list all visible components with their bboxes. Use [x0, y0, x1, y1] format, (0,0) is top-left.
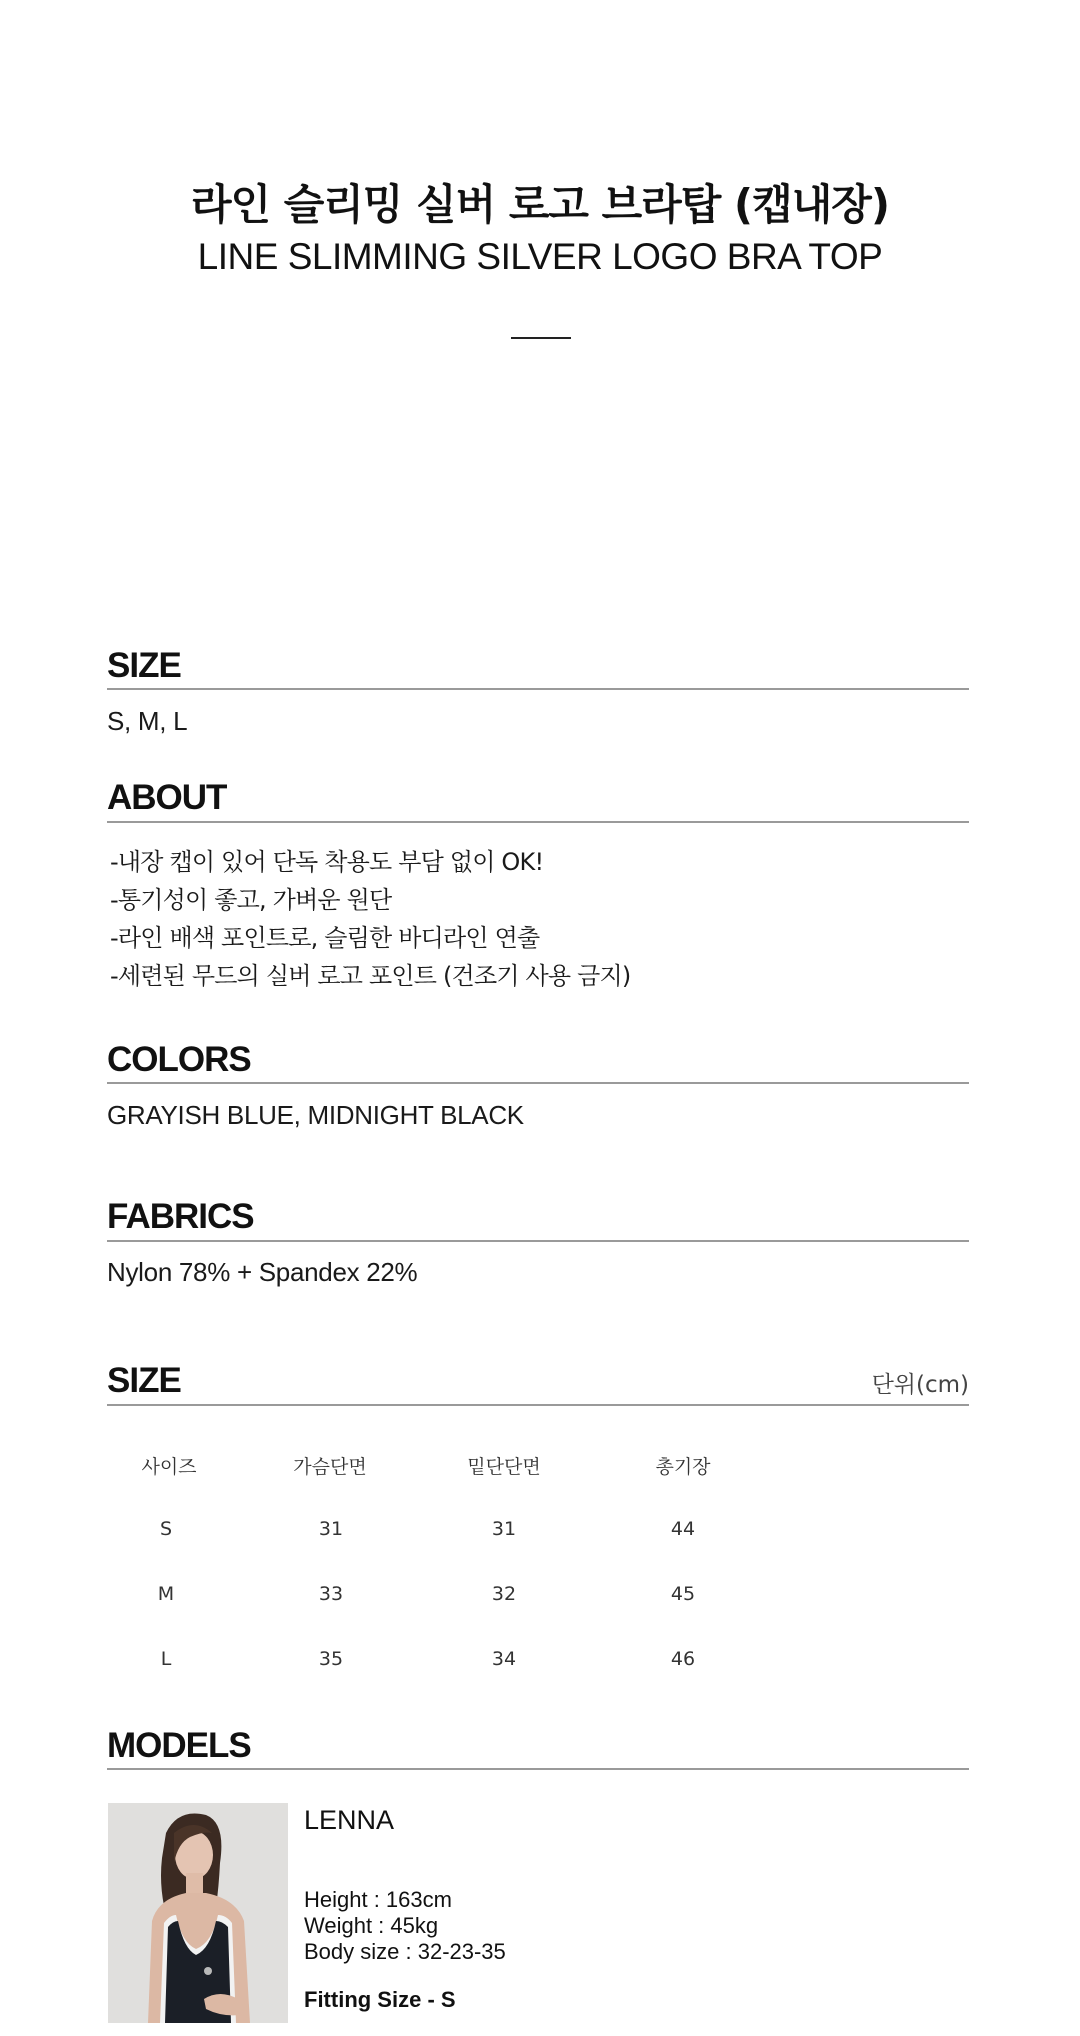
fabrics-heading: FABRICS [107, 1197, 254, 1236]
table-header-cell: 밑단단면 [467, 1456, 541, 1478]
table-header-cell: 가슴단면 [293, 1456, 367, 1478]
models-divider [107, 1768, 969, 1770]
product-title-english: LINE SLIMMING SILVER LOGO BRA TOP [197, 236, 883, 277]
model-fitting-size: Fitting Size - S [304, 1987, 456, 2012]
table-cell: 32 [491, 1583, 517, 1605]
models-heading: MODELS [107, 1726, 251, 1765]
about-heading: ABOUT [107, 778, 227, 817]
table-cell: L [160, 1648, 172, 1670]
size-divider [107, 688, 969, 690]
size-chart-heading: SIZE [107, 1361, 181, 1400]
model-photo [108, 1803, 288, 2023]
colors-divider [107, 1082, 969, 1084]
size-chart-divider [107, 1404, 969, 1406]
table-cell: 31 [491, 1518, 517, 1540]
model-illustration [108, 1803, 288, 2023]
model-height: Height : 163cm [304, 1887, 452, 1912]
model-weight: Weight : 45kg [304, 1913, 439, 1938]
product-title-korean: 라인 슬리밍 실버 로고 브라탑 (캡내장) [190, 180, 890, 229]
table-cell: M [157, 1583, 175, 1605]
fabrics-divider [107, 1240, 969, 1242]
table-cell: S [159, 1518, 173, 1540]
table-cell: 35 [318, 1648, 344, 1670]
title-divider [511, 337, 571, 339]
colors-value: GRAYISH BLUE, MIDNIGHT BLACK [107, 1100, 524, 1130]
model-body-size: Body size : 32-23-35 [304, 1939, 506, 1964]
table-header-cell: 사이즈 [141, 1456, 197, 1478]
table-cell: 46 [670, 1648, 696, 1670]
size-heading: SIZE [107, 646, 181, 685]
colors-heading: COLORS [107, 1040, 251, 1079]
about-line: -통기성이 좋고, 가벼운 원단 [110, 886, 392, 914]
about-line: -세련된 무드의 실버 로고 포인트 (건조기 사용 금지) [110, 962, 631, 990]
table-cell: 31 [318, 1518, 344, 1540]
model-name: LENNA [304, 1805, 395, 1835]
table-cell: 33 [318, 1583, 344, 1605]
fabrics-value: Nylon 78% + Spandex 22% [107, 1257, 418, 1287]
about-divider [107, 821, 969, 823]
size-chart-unit: 단위(cm) [871, 1372, 969, 1398]
table-cell: 34 [491, 1648, 517, 1670]
table-cell: 45 [670, 1583, 696, 1605]
about-line: -내장 캡이 있어 단독 착용도 부담 없이 OK! [110, 848, 544, 876]
size-value: S, M, L [107, 706, 188, 736]
table-header-cell: 총기장 [655, 1456, 711, 1478]
about-line: -라인 배색 포인트로, 슬림한 바디라인 연출 [110, 924, 540, 952]
table-cell: 44 [670, 1518, 696, 1540]
